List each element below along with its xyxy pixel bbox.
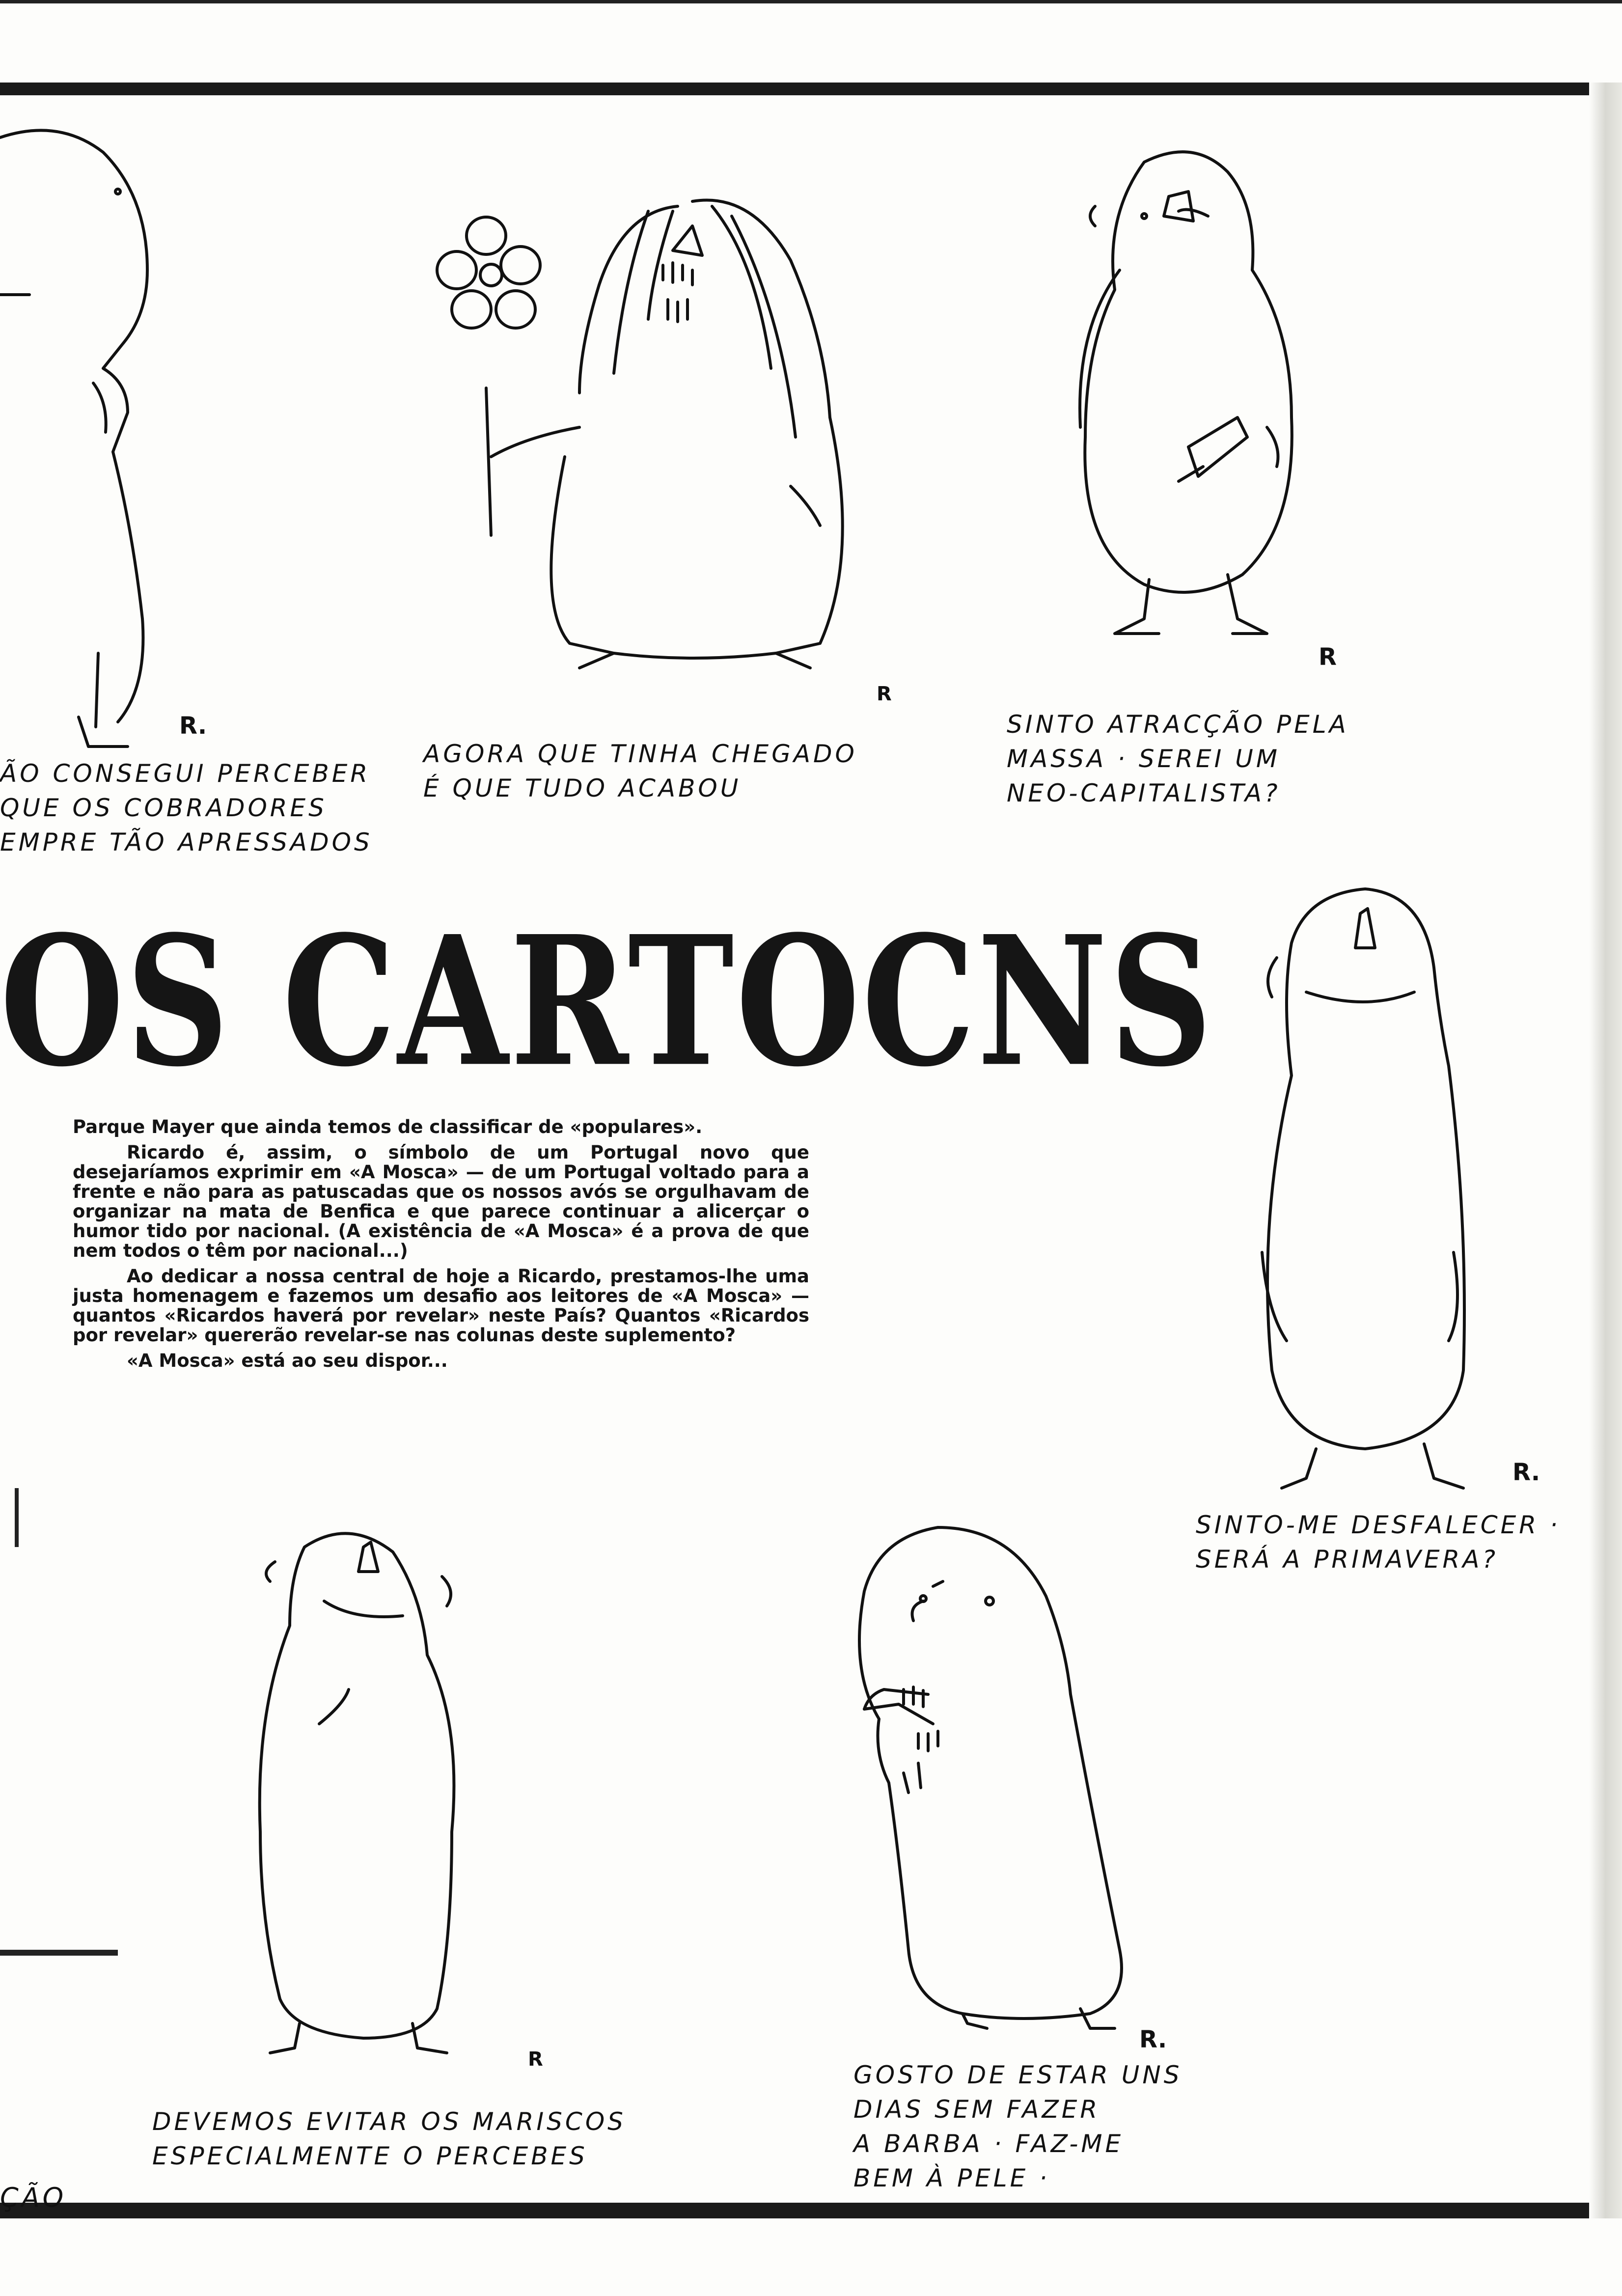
margin-text-fragment: ÇÃO (0, 2182, 67, 2213)
cartoon-barba-caption (853, 2058, 1182, 2195)
cartoon-primavera-drawing (1218, 879, 1537, 1498)
cartoon-capitalista-caption (1007, 707, 1349, 810)
cartoon-hippie-drawing (417, 162, 884, 712)
cartoon-cobradores-signature: R. (179, 712, 207, 740)
cartoon-barba-caption-line: GOSTO DE ESTAR UNS (853, 2061, 1182, 2089)
cartoon-primavera-caption-line: SERÁ A PRIMAVERA? (1196, 1545, 1499, 1574)
cartoon-hippie-caption-line: É QUE TUDO ACABOU (423, 774, 742, 802)
article-paragraph: Parque Mayer que ainda temos de classificar de «populares». (73, 1116, 703, 1137)
cartoon-cobradores-drawing (0, 108, 275, 756)
page-top-edge (0, 0, 1622, 3)
cartoon-primavera-signature: R. (1512, 1459, 1540, 1486)
cartoon-cobradores-caption-line: ÃO CONSEGUI PERCEBER (0, 759, 371, 788)
cartoon-primavera-caption-line: SINTO-ME DESFALECER · (1196, 1511, 1561, 1539)
cartoon-mariscos (206, 1518, 550, 2087)
cartoon-barba-caption-line: BEM À PELE · (853, 2164, 1050, 2192)
cartoon-primavera-caption (1196, 1508, 1561, 1577)
cartoon-barba-signature: R. (1139, 2026, 1167, 2053)
cartoon-hippie (417, 162, 892, 712)
cartoon-capitalista-drawing (1031, 142, 1375, 678)
cartoon-cobradores-caption-line: EMPRE TÃO APRESSADOS (0, 828, 373, 857)
margin-tick-mark (15, 1488, 19, 1547)
page-binding-edge (1589, 83, 1622, 2218)
cartoon-mariscos-signature: R (528, 2048, 543, 2071)
cartoon-barba-drawing (815, 1508, 1188, 2038)
cartoon-hippie-caption-line: AGORA QUE TINHA CHEGADO (423, 740, 857, 768)
cartoon-capitalista-signature: R (1319, 643, 1337, 671)
article-body (73, 1117, 809, 1377)
cartoon-barba-caption-line: DIAS SEM FAZER (853, 2095, 1100, 2124)
cartoon-cobradores-caption-line: QUE OS COBRADORES (0, 794, 327, 822)
cartoon-barba-caption-line: A BARBA · FAZ-ME (853, 2130, 1124, 2158)
bottom-rule (0, 2203, 1622, 2218)
margin-dash-mark (0, 1950, 118, 1956)
cartoon-mariscos-caption (152, 2104, 626, 2173)
cartoon-capitalista (1031, 142, 1375, 678)
article-paragraph: Ricardo é, assim, o símbolo de um Portugal novo que desejaríamos exprimir em «A Mosca» — de um Portugal voltado para a frente e não para as patuscadas que os nossos avós se orgulhavam de organizar na mata de Benfica e que parece continuar a alicerçar o humor tido por nacional. (A existência de «A Mosca» é a prova de que nem todos o têm por nacional...) (73, 1142, 809, 1261)
page-headline: OS CARTOCNS (0, 897, 1214, 1107)
top-rule (0, 83, 1622, 95)
cartoon-capitalista-caption-line: MASSA · SEREI UM (1007, 745, 1280, 773)
cartoon-hippie-signature: R (877, 683, 892, 705)
article-paragraph: Ao dedicar a nossa central de hoje a Ricardo, prestamos-lhe uma justa homenagem e fazemos um desafio aos leitores de «A Mosca» — quantos «Ricardos haverá por revelar» neste País? Quantos «Ricardos por revelar» quererão revelar-se nas colunas deste suplemento? (73, 1266, 809, 1346)
cartoon-hippie-caption (423, 737, 857, 805)
cartoon-capitalista-caption-line: NEO-CAPITALISTA? (1007, 779, 1281, 807)
article-paragraph: «A Mosca» está ao seu dispor... (127, 1350, 448, 1371)
cartoon-cobradores-caption (0, 756, 373, 859)
cartoon-mariscos-caption-line: ESPECIALMENTE O PERCEBES (152, 2142, 588, 2170)
cartoon-cobradores (0, 108, 275, 756)
cartoon-mariscos-caption-line: DEVEMOS EVITAR OS MARISCOS (152, 2107, 626, 2136)
cartoon-capitalista-caption-line: SINTO ATRACÇÃO PELA (1007, 710, 1349, 739)
cartoon-barba (815, 1508, 1188, 2053)
cartoon-mariscos-drawing (206, 1518, 550, 2087)
cartoon-primavera (1218, 879, 1540, 1498)
